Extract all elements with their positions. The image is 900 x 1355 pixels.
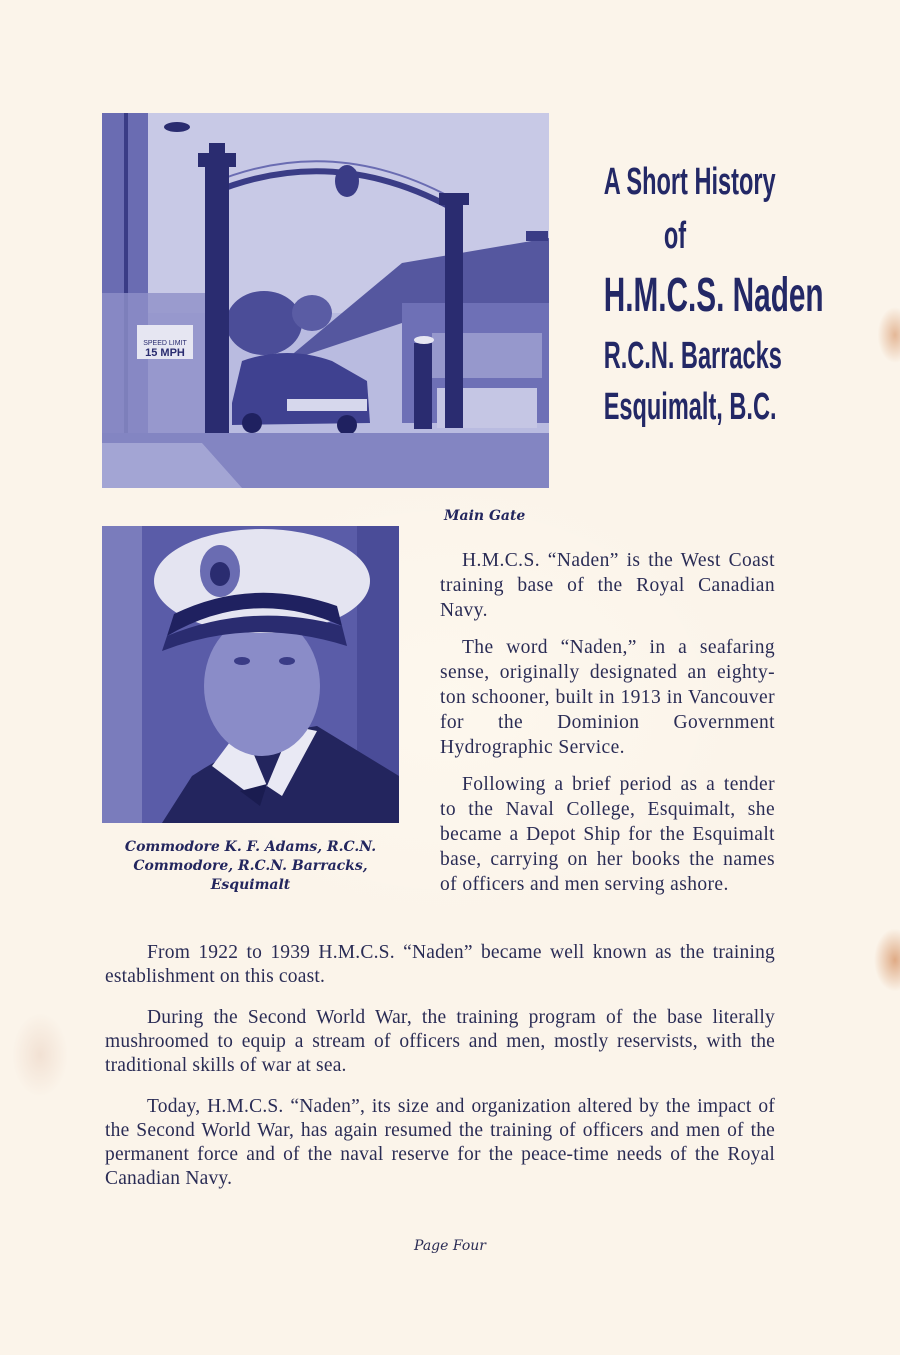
title-line-3: H.M.C.S. Naden (603, 269, 824, 322)
paragraph: During the Second World War, the training program of the base literally mushroomed to equip a stream of officers and men, mostly reservists, with the traditional skills of war at sea. (105, 1007, 775, 1076)
paragraph: H.M.C.S. “Naden” is the West Coast training base of the Royal Canadian Navy. (440, 550, 775, 621)
commodore-portrait-photo (102, 526, 399, 823)
title-line-5: Esquimalt, B.C. (603, 386, 777, 428)
paragraph: Today, H.M.C.S. “Naden”, its size and organization altered by the impact of the Second World War, has again resumed the training of officers and men of the permanent force and of the naval reserve for the peace-time needs of the Royal Canadian Navy. (105, 1096, 775, 1189)
main-gate-caption: Main Gate (444, 508, 526, 524)
main-gate-photo (102, 113, 549, 488)
right-column-text (440, 548, 775, 909)
caption-name: Commodore K. F. Adams, R.C.N. (124, 839, 377, 855)
svg-text:SPEED LIMIT: SPEED LIMIT (143, 340, 187, 347)
paragraph: From 1922 to 1939 H.M.C.S. “Naden” became well known as the training establishment on this coast. (105, 942, 775, 987)
full-width-text (105, 941, 775, 1208)
commodore-caption (102, 838, 399, 895)
paragraph: The word “Naden,” in a seafaring sense, originally designated an eighty-ton schooner, built in 1913 in Vancouver for the Dominion Government Hydrographic Service. (440, 637, 775, 758)
main-gate-image (102, 113, 549, 488)
page-number: Page Four (414, 1238, 486, 1254)
title-line-4: R.C.N. Barracks (603, 335, 782, 377)
document-title (560, 158, 824, 432)
title-line-2: of (663, 215, 687, 257)
paragraph: Following a brief period as a tender to the Naval College, Esquimalt, she became a Depot Ship for the Esquimalt base, carrying on her books the names of officers and men serving ashore. (440, 774, 775, 895)
svg-text:15 MPH: 15 MPH (145, 347, 185, 359)
title-line-1: A Short History (603, 161, 776, 203)
caption-title: Commodore, R.C.N. Barracks, (133, 858, 368, 874)
caption-location: Esquimalt (210, 877, 291, 893)
commodore-portrait-image (102, 526, 399, 823)
